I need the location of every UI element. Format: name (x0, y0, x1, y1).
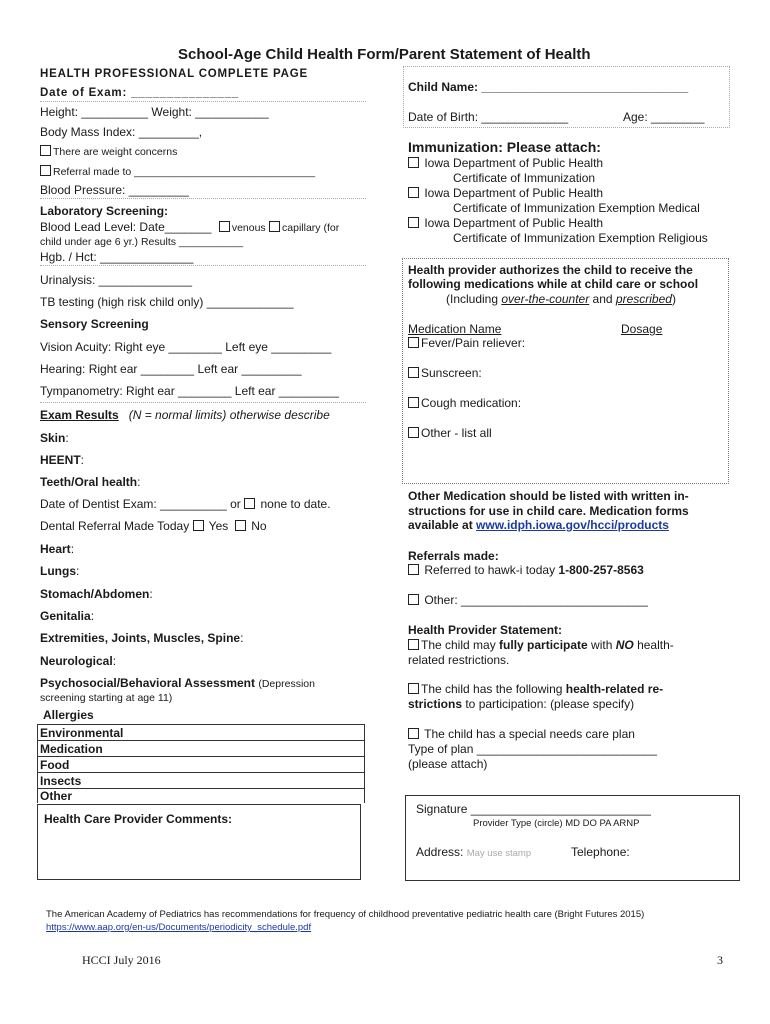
screening-age-note: screening starting at age 11) (40, 692, 173, 704)
page-title: School-Age Child Health Form/Parent Statement of Health (178, 46, 591, 63)
meds-and: and (589, 292, 616, 306)
restrictions-cont (408, 697, 634, 711)
extremities-label: Extremities, Joints, Muscles, Spine (40, 631, 241, 645)
fully-a: The child may (421, 638, 500, 652)
dosage-header: Dosage (621, 322, 663, 336)
dental-referral-label: Dental Referral Made Today (40, 519, 190, 533)
imm-sub-2: Certificate of Immunization Exemption Medical (453, 201, 700, 215)
colon: : (112, 654, 117, 668)
date-of-exam-field[interactable]: Date of Exam: _______________ (40, 87, 240, 99)
sunscreen-checkbox[interactable] (408, 367, 419, 378)
hearing-field[interactable]: Hearing: Right ear ________ Left ear _________ (40, 362, 302, 376)
fully-c: with (587, 638, 616, 652)
weight-concerns-checkbox[interactable] (40, 145, 51, 156)
colon: : (90, 609, 95, 623)
provider-type-options[interactable]: Provider Type (circle) MD DO PA ARNP (473, 818, 640, 829)
allergy-medication[interactable]: Medication (40, 742, 103, 756)
age-field[interactable]: Age: ________ (623, 110, 705, 124)
special-needs-option[interactable] (408, 727, 635, 741)
vision-field[interactable]: Vision Acuity: Right eye ________ Left eye _________ (40, 340, 332, 354)
other-med-line1: Other Medication should be listed with written in- (408, 489, 689, 503)
meds-prescribed: prescribed (615, 292, 672, 306)
lab-screening-heading: Laboratory Screening: (40, 204, 169, 218)
allergies-table (37, 707, 365, 803)
neurological-label: Neurological (40, 654, 113, 668)
urinalysis-field[interactable]: Urinalysis: ______________ (40, 273, 193, 287)
child-name-field[interactable]: Child Name: _______________________________ (408, 80, 689, 94)
tb-field[interactable]: TB testing (high risk child only) _____________ (40, 295, 294, 309)
restr-b: health-related re- (565, 682, 664, 696)
dentist-exam-field[interactable] (40, 497, 331, 511)
colon: : (137, 475, 141, 489)
other-list-option[interactable] (408, 426, 492, 440)
imm-sub-1: Certificate of Immunization (453, 171, 596, 185)
dental-referral-field[interactable] (40, 519, 267, 533)
height-weight-field[interactable]: Height: __________ Weight: ___________ (40, 105, 269, 119)
teeth-label: Teeth/Oral health (40, 475, 138, 489)
meds-incl-a: (Including (446, 292, 502, 306)
imm-option-1[interactable] (408, 156, 603, 170)
allergy-food[interactable]: Food (40, 758, 70, 772)
colon: : (65, 431, 69, 445)
no-checkbox[interactable] (235, 520, 246, 531)
meds-close: ) (671, 292, 676, 306)
venous-checkbox[interactable] (219, 221, 230, 232)
blood-lead-field[interactable] (40, 220, 339, 234)
other-referral-label: Other: ____________________________ (424, 593, 648, 607)
footer-hcci: HCCI July 2016 (82, 953, 161, 967)
exam-results-heading (40, 408, 330, 422)
restr-c: strictions (408, 697, 463, 711)
special-needs-checkbox[interactable] (408, 728, 419, 739)
stomach-field[interactable] (40, 587, 153, 601)
hawki-label: Referred to hawk-i today (424, 563, 559, 577)
imm-label-3: Iowa Department of Public Health (424, 216, 604, 230)
heent-field[interactable] (40, 453, 84, 467)
page-number: 3 (717, 953, 723, 967)
cough-option[interactable] (408, 396, 521, 410)
fully-d: NO (615, 638, 634, 652)
referral-option[interactable] (40, 165, 315, 178)
depression-note: (Depression (258, 678, 315, 690)
referrals-heading: Referrals made: (408, 549, 499, 563)
imm-option-2[interactable] (408, 186, 603, 200)
referral-label: Referral made to _______________________________ (53, 166, 316, 178)
none-to-date-checkbox[interactable] (244, 498, 255, 509)
address-label: Address: (416, 845, 464, 859)
meds-heading-line2: following medications while at child care or school (408, 277, 699, 291)
fully-e: health- (633, 638, 674, 652)
heent-label: HEENT (40, 453, 81, 467)
colon: : (70, 542, 75, 556)
restrictions-option[interactable] (408, 682, 663, 696)
psychosocial-field[interactable] (40, 676, 315, 690)
skin-field[interactable] (40, 431, 69, 445)
fever-label: Fever/Pain reliever: (421, 336, 526, 350)
meds-otc: over-the-counter (501, 292, 590, 306)
dob-field[interactable]: Date of Birth: _____________ (408, 110, 569, 124)
meds-including (446, 292, 676, 306)
cough-checkbox[interactable] (408, 397, 419, 408)
other-list-checkbox[interactable] (408, 427, 419, 438)
section-header: HEALTH PROFESSIONAL COMPLETE PAGE (40, 68, 308, 80)
blood-pressure-field[interactable]: Blood Pressure: _________ (40, 183, 189, 197)
lungs-field[interactable] (40, 564, 79, 578)
allergy-other[interactable]: Other (40, 789, 73, 803)
imm-checkbox-3[interactable] (408, 217, 419, 228)
extremities-field[interactable] (40, 631, 243, 645)
idph-link[interactable]: www.idph.iowa.gov/hcci/products (476, 518, 669, 532)
capillary-checkbox[interactable] (269, 221, 280, 232)
address-field[interactable] (416, 845, 531, 859)
other-med-available: available at (408, 518, 477, 532)
medication-name-header: Medication Name (408, 322, 502, 336)
fully-participate-cont: related restrictions. (408, 653, 510, 667)
genitalia-field[interactable] (40, 609, 94, 623)
stomach-label: Stomach/Abdomen (40, 587, 150, 601)
imm-label-2: Iowa Department of Public Health (424, 186, 604, 200)
weight-concerns-option[interactable] (40, 145, 177, 158)
restr-d: to participation: (please specify) (462, 697, 635, 711)
bmi-field[interactable]: Body Mass Index: _________, (40, 125, 203, 139)
other-referral-option[interactable] (408, 593, 648, 607)
imm-option-3[interactable] (408, 216, 603, 230)
neurological-field[interactable] (40, 654, 116, 668)
heart-label: Heart (40, 542, 71, 556)
results-field[interactable]: child under age 6 yr.) Results ___________ (40, 236, 244, 248)
other-list-label: Other - list all (421, 426, 492, 440)
comments-box[interactable] (37, 804, 361, 880)
hawki-number: 1-800-257-8563 (558, 563, 644, 577)
exam-results-label: Exam Results (40, 408, 119, 422)
tympanometry-field[interactable]: Tympanometry: Right ear ________ Left ear _________ (40, 384, 339, 398)
other-med-line3 (408, 518, 669, 532)
hp-statement-heading: Health Provider Statement: (408, 623, 563, 637)
venous-label: venous (231, 222, 266, 234)
psychosocial-label: Psychosocial/Behavioral Assessment (40, 676, 255, 690)
allergies-heading: Allergies (43, 708, 94, 722)
capillary-label: capillary (for (282, 222, 340, 234)
no-label: No (251, 519, 267, 533)
fully-participate-checkbox[interactable] (408, 639, 419, 650)
none-to-date-label: none to date. (260, 497, 331, 511)
hgb-field[interactable]: Hgb. / Hct: ______________ (40, 250, 194, 264)
heart-field[interactable] (40, 542, 74, 556)
teeth-field[interactable] (40, 475, 140, 489)
lungs-label: Lungs (40, 564, 76, 578)
cough-label: Cough medication: (421, 396, 522, 410)
fever-option[interactable] (408, 336, 525, 350)
hawki-checkbox[interactable] (408, 564, 419, 575)
fever-checkbox[interactable] (408, 337, 419, 348)
fully-participate-option[interactable] (408, 638, 674, 652)
colon: : (80, 453, 85, 467)
signature-field[interactable]: Signature ___________________________ (416, 802, 651, 816)
imm-sub-3: Certificate of Immunization Exemption Religious (453, 231, 708, 245)
skin-label: Skin (40, 431, 66, 445)
other-med-line2: structions for use in child care. Medication forms (408, 504, 689, 518)
referral-checkbox[interactable] (40, 165, 51, 176)
genitalia-label: Genitalia (40, 609, 91, 623)
imm-checkbox-2[interactable] (408, 187, 419, 198)
restr-a: The child has the following (421, 682, 566, 696)
please-attach-note: (please attach) (408, 757, 488, 771)
immunization-heading: Immunization: Please attach: (408, 139, 601, 155)
sunscreen-label: Sunscreen: (421, 366, 482, 380)
yes-checkbox[interactable] (193, 520, 204, 531)
yes-label: Yes (208, 519, 229, 533)
allergy-insects[interactable]: Insects (40, 774, 82, 788)
comments-heading: Health Care Provider Comments: (44, 812, 233, 826)
hawki-option[interactable] (408, 563, 644, 577)
other-referral-checkbox[interactable] (408, 594, 419, 605)
colon: : (76, 564, 80, 578)
sunscreen-option[interactable] (408, 366, 482, 380)
meds-heading-line1: Health provider authorizes the child to receive the (408, 263, 693, 277)
fully-b: fully participate (499, 638, 588, 652)
telephone-field[interactable]: Telephone: (571, 845, 630, 859)
weight-concerns-label: There are weight concerns (53, 146, 178, 158)
type-of-plan-field[interactable]: Type of plan ___________________________ (408, 742, 657, 756)
colon: : (240, 631, 244, 645)
special-needs-label: The child has a special needs care plan (424, 727, 635, 741)
imm-checkbox-1[interactable] (408, 157, 419, 168)
exam-results-note: (N = normal limits) otherwise describe (128, 408, 330, 422)
colon: : (149, 587, 153, 601)
dentist-exam-label: Date of Dentist Exam: __________ or (40, 497, 241, 511)
sensory-heading: Sensory Screening (40, 317, 149, 331)
imm-label-1: Iowa Department of Public Health (424, 156, 604, 170)
aap-note: The American Academy of Pediatrics has recommendations for frequency of childhood preventative pediatric health care (Bright Futures 2015) (46, 909, 645, 920)
aap-link[interactable]: https://www.aap.org/en-us/Documents/periodicity_schedule.pdf (46, 922, 312, 933)
stamp-hint: May use stamp (466, 848, 532, 859)
allergy-environmental[interactable]: Environmental (40, 726, 124, 740)
restrictions-checkbox[interactable] (408, 683, 419, 694)
blood-lead-label: Blood Lead Level: Date_______ (40, 220, 212, 234)
